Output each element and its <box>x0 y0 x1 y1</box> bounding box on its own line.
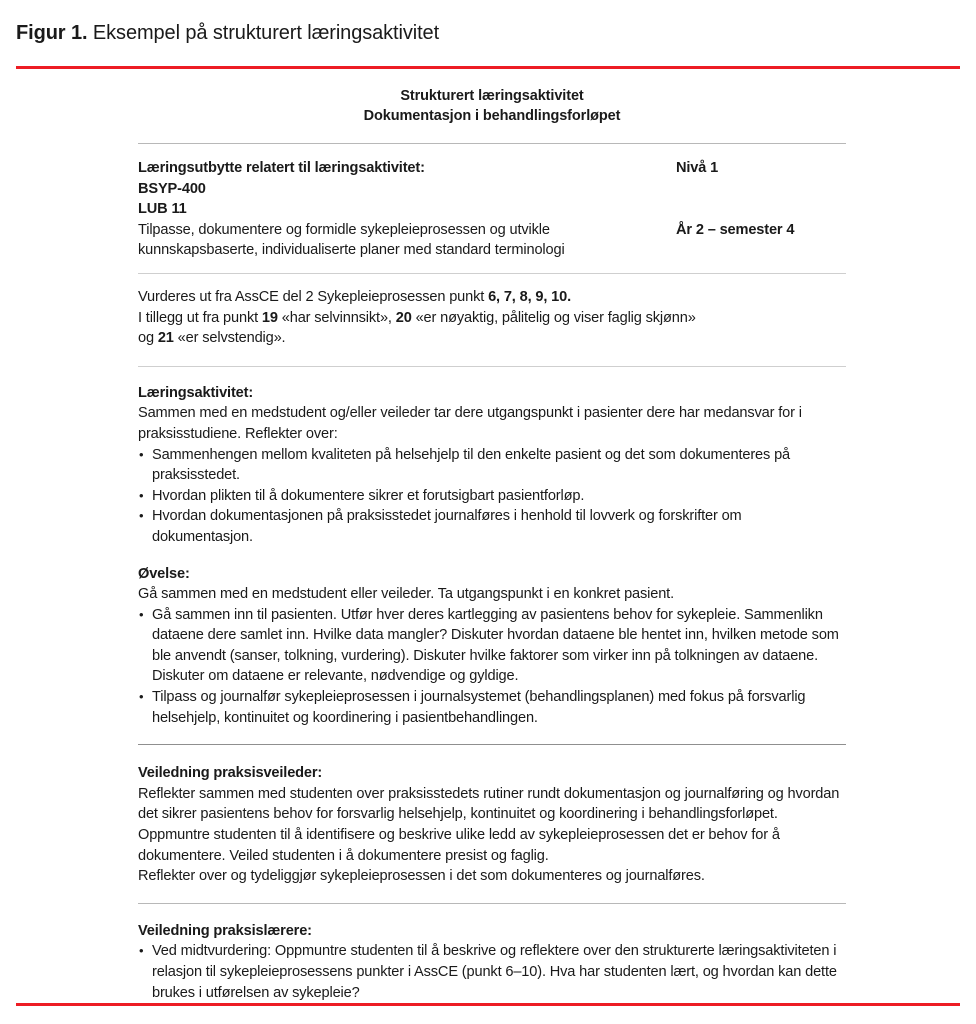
top-red-rule <box>16 66 960 69</box>
teacher-bullet-item: • Ved midtvurdering: Oppmuntre studenten til å beskrive og reflektere over den strukturerte læringsaktiviteten i relasjon til sykepleieprosessens punkter i AssCE (punkt 6–10). Hva har studenten lært, og hvordan kan dette brukes i utførelsen av sykepleie? <box>138 941 846 1003</box>
assessment-line-1-text: Vurderes ut fra AssCE del 2 Sykepleieprosessen punkt <box>138 288 489 305</box>
learning-outcome-description-line1: Tilpasse, dokumentere og formidle sykepleieprosessen og utvikle <box>138 221 550 238</box>
exercise-bullet-item: • Tilpass og journalfør sykepleieprosessen i journalsystemet (behandlingsplanen) med fokus på forsvarlig helsehjelp, kontinuitet og koordinering i pasientbehandlingen. <box>138 687 846 728</box>
learning-outcome-columns <box>138 158 846 261</box>
assessment-point-20: 20 <box>395 309 412 326</box>
assessment-line-1-points: 6, 7, 8, 9, 10. <box>488 288 572 305</box>
exercise-bullet-item: • Gå sammen inn til pasienten. Utfør hver deres kartlegging av pasientens behov for sykepleie. Sammenlikn dataene dere samlet inn. Hvilke data mangler? Diskuter hvordan dataene ble hentet inn, hvilken metode som ble anvendt (sanser, tolkning, vurdering). Diskuter hvilke faktorer som virker inn på tolkningen av dataene. Diskuter om dataene er relevante, nødvendige og gyldige. <box>138 605 846 687</box>
teacher-heading: Veiledning praksislærere: <box>138 922 312 939</box>
assessment-line-1 <box>138 287 846 308</box>
section-exercise <box>138 564 846 745</box>
figure-caption <box>16 20 439 46</box>
learning-outcome-description-line2: kunnskapsbaserte, individualiserte planer med standard terminologi <box>138 242 565 259</box>
assessment-line-2 <box>138 308 846 329</box>
document-header <box>138 86 846 143</box>
assessment-point-20-text: «er nøyaktig, pålitelig og viser faglig skjønn» <box>411 309 696 326</box>
assessment-point-21-text: «er selvstendig». <box>173 330 286 347</box>
exercise-intro: Gå sammen med en medstudent eller veileder. Ta utgangspunkt i en konkret pasient. <box>138 586 674 603</box>
supervisor-paragraph: Reflekter over og tydeliggjør sykepleieprosessen i det som dokumenteres og journalføres. <box>138 868 705 885</box>
supervisor-paragraph: Oppmuntre studenten til å identifisere og beskrive ulike ledd av sykepleieprosessen det er behov for å dokumentere. Veiled studenten i å dokumentere presist og faglig. <box>138 827 780 864</box>
assessment-point-19-text: «har selvinnsikt», <box>277 309 396 326</box>
document-header-line2: Dokumentasjon i behandlingsforløpet <box>363 108 621 124</box>
section-activity <box>138 367 846 564</box>
assessment-point-21: 21 <box>157 330 174 347</box>
teacher-bullet-list <box>138 941 846 1003</box>
exercise-bullet-list <box>138 605 846 729</box>
learning-outcome-lub: LUB 11 <box>138 201 187 218</box>
supervisor-heading: Veiledning praksisveileder: <box>138 765 323 782</box>
learning-outcome-semester: År 2 – semester 4 <box>676 222 795 238</box>
document-header-line1: Strukturert læringsaktivitet <box>400 88 584 104</box>
assessment-point-19: 19 <box>261 309 278 326</box>
assessment-line-2-pre: I tillegg ut fra punkt <box>138 309 262 326</box>
figure-label: Figur 1. <box>16 22 88 44</box>
section-learning-outcome <box>138 144 846 273</box>
figure-title: Eksempel på strukturert læringsaktivitet <box>92 22 440 44</box>
assessment-line-3 <box>138 328 846 349</box>
activity-heading: Læringsaktivitet: <box>138 384 254 401</box>
activity-bullet-list <box>138 445 846 548</box>
bottom-red-rule <box>16 1003 960 1006</box>
learning-outcome-code: BSYP-400 <box>138 180 206 197</box>
section-assessment <box>138 274 846 366</box>
learning-outcome-text <box>138 158 672 261</box>
learning-outcome-level: Nivå 1 <box>676 160 719 176</box>
activity-bullet-item: • Hvordan plikten til å dokumentere sikrer et forutsigbart pasientforløp. <box>138 486 846 507</box>
section-teacher <box>138 904 846 1017</box>
activity-bullet-item: • Hvordan dokumentasjonen på praksisstedet journalføres i henhold til lovverk og forskrifter om dokumentasjon. <box>138 506 846 547</box>
activity-bullet-item: • Sammenhengen mellom kvaliteten på helsehjelp til den enkelte pasient og det som dokumenteres på praksisstedet. <box>138 445 846 486</box>
activity-intro: Sammen med en medstudent og/eller veileder tar dere utgangspunkt i pasienter dere har medansvar for i praksisstudiene. Reflekter over: <box>138 405 802 442</box>
figure-content <box>138 86 846 1017</box>
exercise-heading: Øvelse: <box>138 565 190 582</box>
assessment-line-3-pre: og <box>138 330 158 347</box>
learning-outcome-heading: Læringsutbytte relatert til læringsaktivitet: <box>138 160 425 176</box>
section-supervisor <box>138 745 846 903</box>
supervisor-paragraph: Reflekter sammen med studenten over praksisstedets rutiner rundt dokumentasjon og journalføring og hvordan det sikrer pasientens behov for forsvarlig helsehjelp, kontinuitet og koordinering i behandlingsforløpet. <box>138 785 840 823</box>
